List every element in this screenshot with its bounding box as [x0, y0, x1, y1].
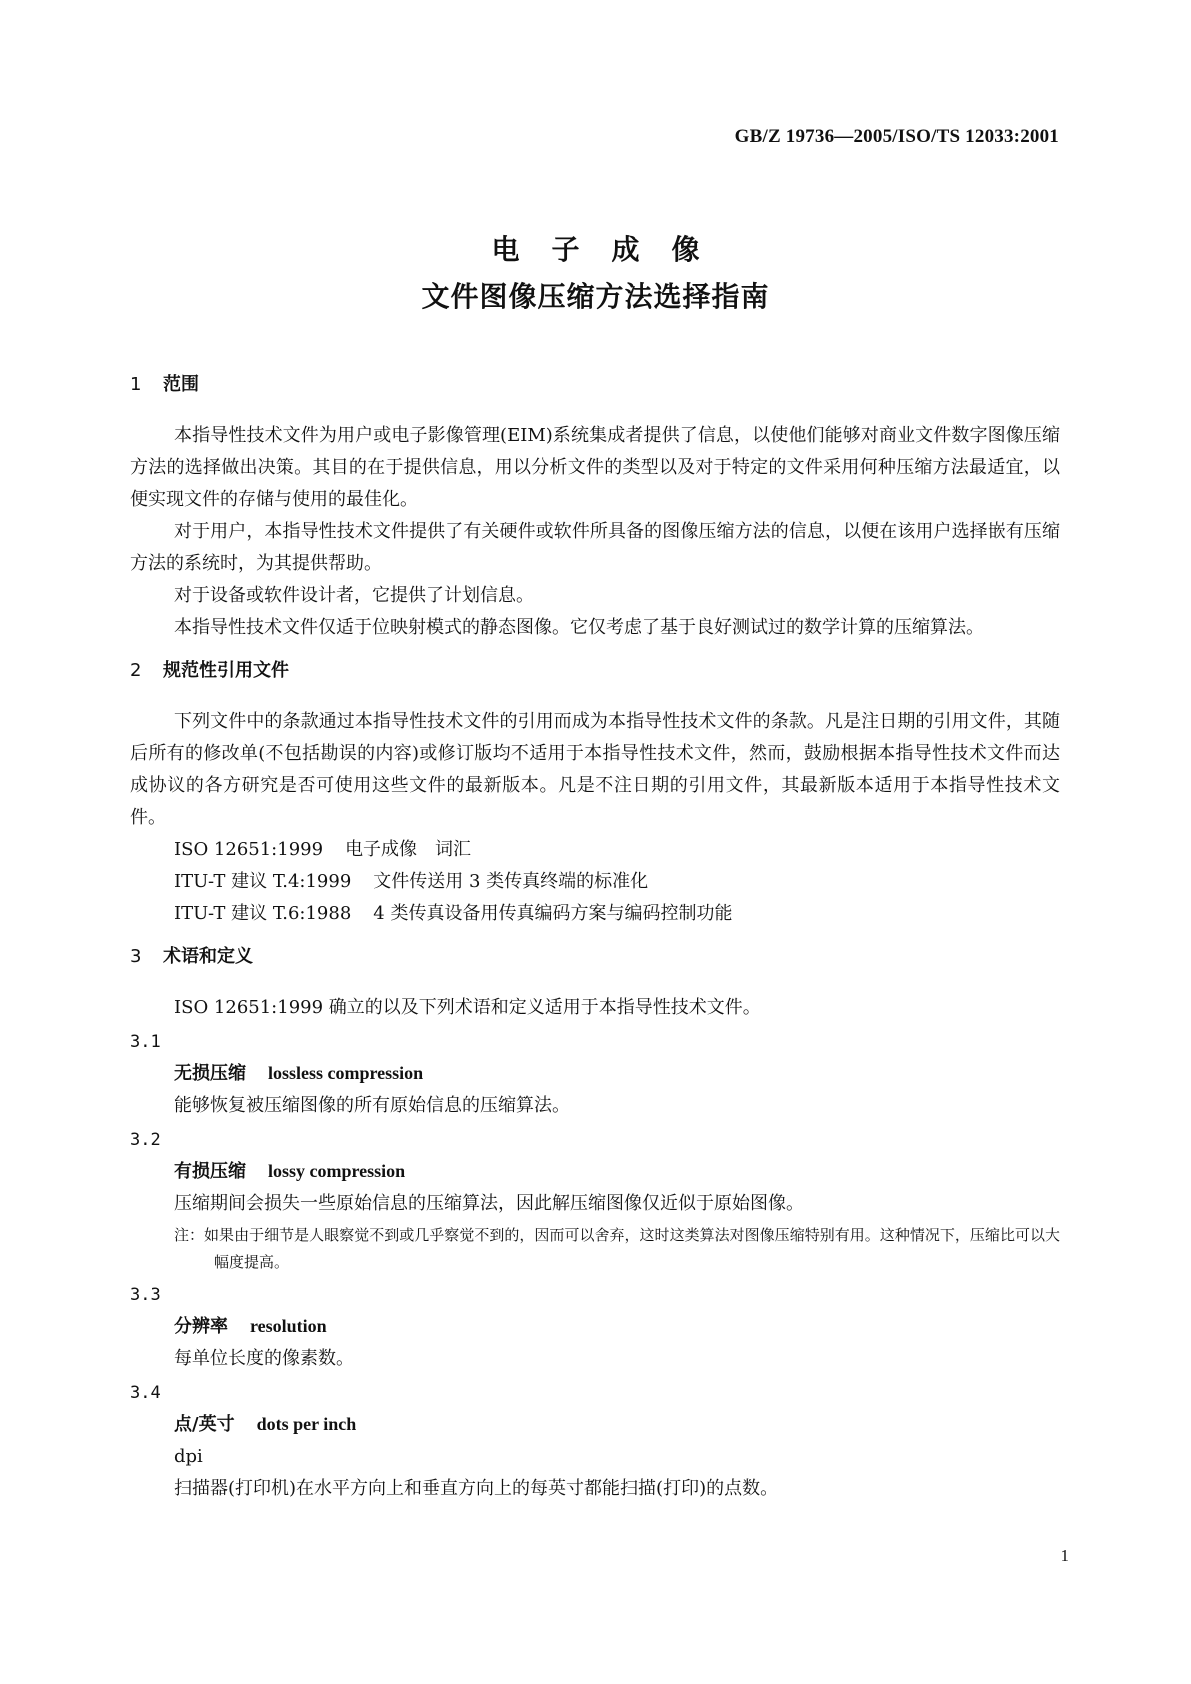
- title-char: 成: [611, 233, 640, 266]
- reference-title: 4 类传真设备用传真编码方案与编码控制功能: [373, 903, 733, 924]
- term-chinese: 无损压缩: [174, 1063, 246, 1084]
- standard-number: GB/Z 19736—2005/ISO/TS 12033:2001: [734, 126, 1059, 147]
- title-char: 子: [551, 233, 580, 266]
- reference-title: 文件传送用 3 类传真终端的标准化: [373, 871, 649, 892]
- title-char: 像: [671, 233, 700, 266]
- term-number: 3.4: [130, 1383, 161, 1403]
- reference-title: 电子成像 词汇: [345, 839, 472, 860]
- section-heading-terms-definitions: [130, 942, 1060, 972]
- reference-item: [130, 866, 1060, 898]
- section-heading-normative-references: [130, 656, 1060, 686]
- term-chinese: 点/英寸: [174, 1414, 235, 1435]
- paragraph: 下列文件中的条款通过本指导性技术文件的引用而成为本指导性技术文件的条款。凡是注日期的引用文件，其随后所有的修改单(不包括勘误的内容)或修订版均不适用于本指导性技术文件，然而，鼓励根据本指导性技术文件而达成协议的各方研究是否可使用这些文件的最新版本。凡是不注日期的引用文件，其最新版本适用于本指导性技术文件。: [130, 711, 1060, 828]
- paragraph: 本指导性技术文件仅适于位映射模式的静态图像。它仅考虑了基于良好测试过的数学计算的压缩算法。: [174, 617, 984, 638]
- reference-item: [130, 898, 1060, 930]
- term-note: 注：如果由于细节是人眼察觉不到或几乎察觉不到的，因而可以舍弃，这时这类算法对图像压缩特别有用。这种情况下，压缩比可以大幅度提高。: [174, 1226, 1060, 1271]
- paragraph: 对于用户，本指导性技术文件提供了有关硬件或软件所具备的图像压缩方法的信息，以便在该用户选择嵌有压缩方法的系统时，为其提供帮助。: [130, 521, 1060, 574]
- reference-code: ITU-T 建议 T.4:1999: [174, 871, 352, 892]
- title-char: 电: [491, 233, 520, 266]
- section-number: 3: [130, 946, 142, 967]
- term-heading: [130, 1408, 1060, 1441]
- section-title: 规范性引用文件: [163, 660, 289, 681]
- section-title: 术语和定义: [163, 946, 253, 967]
- section-heading-scope: [130, 370, 1060, 400]
- document-body: [130, 370, 1060, 1505]
- term-english: dots per inch: [256, 1414, 357, 1434]
- paragraph: ISO 12651:1999 确立的以及下列术语和定义适用于本指导性技术文件。: [174, 997, 761, 1018]
- paragraph: 对于设备或软件设计者，它提供了计划信息。: [174, 585, 534, 606]
- term-english: resolution: [250, 1316, 327, 1336]
- term-definition: 能够恢复被压缩图像的所有原始信息的压缩算法。: [174, 1095, 570, 1116]
- term-english: lossless compression: [268, 1063, 424, 1083]
- term-heading: [130, 1057, 1060, 1090]
- section-number: 1: [130, 374, 142, 395]
- term-definition: 压缩期间会损失一些原始信息的压缩算法，因此解压缩图像仅近似于原始图像。: [174, 1193, 804, 1214]
- term-heading: [130, 1310, 1060, 1343]
- term-number: 3.2: [130, 1130, 161, 1150]
- reference-code: ITU-T 建议 T.6:1988: [174, 903, 352, 924]
- section-number: 2: [130, 660, 142, 681]
- document-title-line2: 文件图像压缩方法选择指南: [421, 280, 770, 313]
- term-definition: 每单位长度的像素数。: [174, 1348, 354, 1369]
- term-chinese: 有损压缩: [174, 1161, 246, 1182]
- paragraph: 本指导性技术文件为用户或电子影像管理(EIM)系统集成者提供了信息，以使他们能够对商业文件数字图像压缩方法的选择做出决策。其目的在于提供信息，用以分析文件的类型以及对于特定的文件采用何种压缩方法最适宜，以便实现文件的存储与使用的最佳化。: [130, 425, 1060, 510]
- term-heading: [130, 1155, 1060, 1188]
- term-chinese: 分辨率: [174, 1316, 228, 1337]
- section-title: 范围: [163, 374, 199, 395]
- term-english: lossy compression: [268, 1161, 406, 1181]
- term-number: 3.1: [130, 1032, 161, 1052]
- document-title-line1: [0, 228, 1191, 268]
- reference-code: ISO 12651:1999: [174, 839, 324, 860]
- term-number: 3.3: [130, 1285, 161, 1305]
- term-definition: 扫描器(打印机)在水平方向上和垂直方向上的每英寸都能扫描(打印)的点数。: [174, 1478, 779, 1499]
- reference-item: [130, 834, 1060, 866]
- term-abbreviation: dpi: [174, 1446, 203, 1467]
- page-number: 1: [1060, 1546, 1069, 1565]
